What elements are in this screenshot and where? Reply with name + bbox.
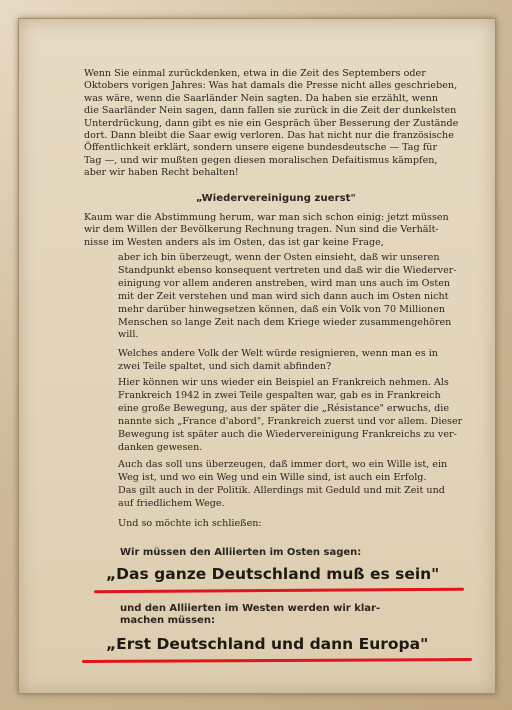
east-intro: [120, 547, 361, 559]
text-line: Bewegung ist später auch die Wiedervereinigung Frankreichs zu ver-: [118, 428, 457, 440]
text-line: einigung vor allem anderen anstreben, wird man uns auch im Osten: [118, 277, 451, 289]
text-line: Weg ist, und wo ein Weg und ein Wille sind, ist auch ein Erfolg.: [118, 471, 427, 483]
paragraph-5: [118, 377, 470, 454]
text-line: Wir müssen den Alliierten im Osten sagen:: [120, 547, 362, 558]
text-line: was wäre, wenn die Saarländer Nein sagten. Da haben sie erzählt, wenn: [84, 92, 439, 104]
text-line: aber wir haben Recht behalten!: [84, 167, 239, 179]
slogan-west: „Erst Deutschland und dann Europa": [106, 635, 429, 653]
text-line: Frankreich 1942 in zwei Teile gespalten war, gab es in Frankreich: [118, 389, 441, 401]
text-line: Tag —, und wir mußten gegen diesen moralischen Defaitismus kämpfen,: [84, 154, 438, 166]
text-line: und den Alliierten im Westen werden wir klar-: [120, 603, 381, 614]
text-line: Das gilt auch in der Politik. Allerdings mit Geduld und mit Zeit und: [118, 484, 445, 496]
text-line: Oktobers vorigen Jahres: Was hat damals die Presse nicht alles geschrieben,: [84, 80, 458, 92]
text-line: Kaum war die Abstimmung herum, war man sich schon einig: jetzt müssen: [84, 212, 449, 223]
text-line: will.: [118, 329, 139, 341]
paragraph-4: [118, 348, 470, 374]
text-line: Auch das soll uns überzeugen, daß immer dort, wo ein Wille ist, ein: [118, 459, 448, 470]
text-line: Unterdrückung, dann gibt es nie ein Gespräch über Besserung der Zustände: [84, 117, 459, 129]
text-line: zwei Teile spaltet, und sich damit abfinden?: [118, 360, 332, 372]
text-line: Welches andere Volk der Welt würde resignieren, wenn man es in: [118, 348, 438, 359]
text-line: Standpunkt ebenso konsequent vertreten und daß wir die Wiederver-: [118, 264, 457, 276]
text-line: dort. Dann bleibt die Saar ewig verloren. Das hat nicht nur die französische: [84, 130, 454, 142]
west-intro: [120, 603, 380, 628]
text-line: machen müssen:: [120, 615, 215, 627]
text-line: Wenn Sie einmal zurückdenken, etwa in die Zeit des Septembers oder: [84, 68, 426, 79]
slogan-east: „Das ganze Deutschland muß es sein": [106, 565, 440, 583]
text-line: die Saarländer Nein sagen, dann fallen sie zurück in die Zeit der dunkelsten: [84, 105, 457, 117]
section-heading: „Wiedervereinigung zuerst": [196, 193, 356, 204]
text-line: wir dem Willen der Bevölkerung Rechnung tragen. Nun sind die Verhält-: [84, 224, 439, 236]
text-line: nannte sich „France d'abord", Frankreich zuerst und vor allem. Dieser: [118, 415, 463, 427]
paragraph-6: [118, 459, 470, 511]
text-line: Hier können wir uns wieder ein Beispiel an Frankreich nehmen. Als: [118, 377, 449, 388]
text-line: eine große Bewegung, aus der später die „Résistance" erwuchs, die: [118, 402, 450, 414]
paragraph-7: [118, 518, 470, 530]
paragraph-3: [118, 252, 470, 342]
text-line: auf friedlichem Wege.: [118, 497, 225, 509]
text-line: mit der Zeit verstehen und man wird sich dann auch im Osten nicht: [118, 290, 449, 302]
paragraph-2: [84, 212, 470, 249]
text-line: Menschen so lange Zeit nach dem Kriege wieder zusammengehören: [118, 316, 452, 328]
text-line: nisse im Westen anders als im Osten, das ist gar keine Frage,: [84, 236, 384, 248]
text-line: aber ich bin überzeugt, wenn der Osten einsieht, daß wir unseren: [118, 252, 440, 263]
text-line: danken gewesen.: [118, 441, 203, 453]
text-line: Und so möchte ich schließen:: [118, 518, 262, 529]
text-line: mehr darüber hinwegsetzen können, daß ein Volk von 70 Millionen: [118, 303, 446, 315]
text-line: Öffentlichkeit erklärt, sondern unsere eigene bundesdeutsche — Tag für: [84, 142, 438, 154]
paragraph-1: [84, 68, 470, 180]
